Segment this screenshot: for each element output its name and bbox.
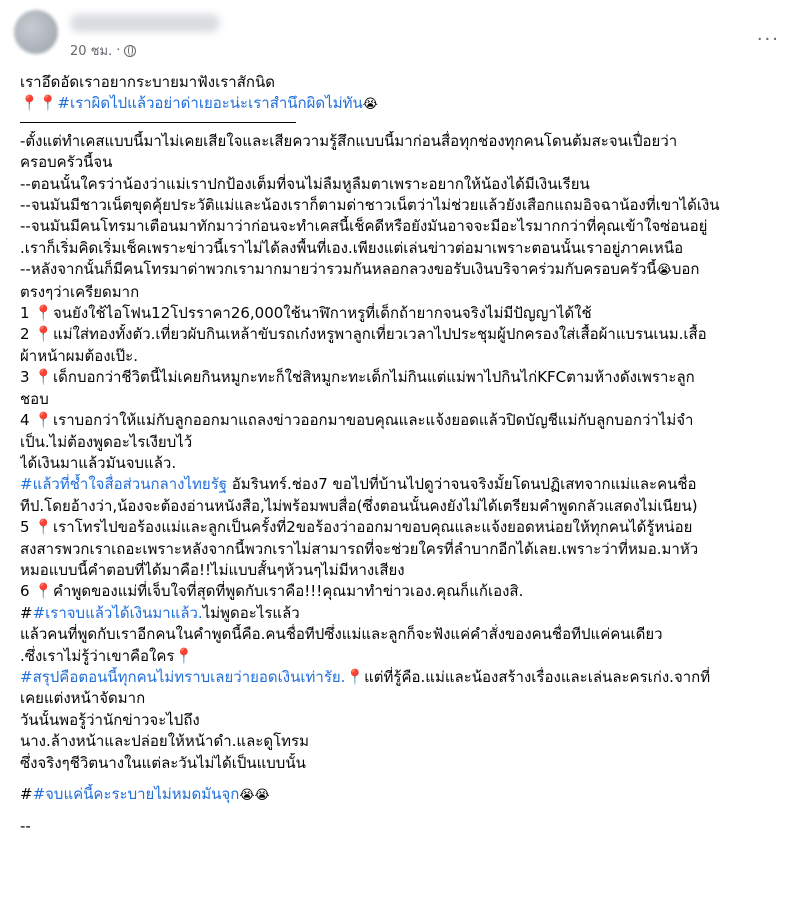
divider <box>20 122 296 123</box>
item-text: แม่ใส่ทองทั้งตัว.เที่ยวผับกินเหล้าขับรถเก๋งหรูพาลูกเที่ยวเวลาไปประชุมผู้ปกครองใส่เสื้อผ้าแบรนเนม.เสื้อ <box>53 325 707 344</box>
text-line <box>20 259 780 281</box>
item-text: จนยังใช้ไอโฟน12โปรราคา26,000ใช้นาฬิกาหรูที่เด็กถ้ายากจนจริงไม่มีปัญญาได้ใช้ <box>53 304 592 323</box>
text-line: ผ้าหน้าผมต้องเป๊ะ. <box>20 346 139 365</box>
text-line: --ตอนนั้นใครว่าน้องว่าแม่เราปกป้องเต็มที่จนไม่ลืมหูลืมตาเพราะอยากให้น้องได้มีเงินเรียน <box>20 174 590 193</box>
hashtag-link[interactable]: #แล้วที่ช้ำใจสื่อส่วนกลางไทยรัฐ <box>20 475 228 494</box>
text-span: แต่ที่รู้คือ.แม่และน้องสร้างเรื่องและเล่นละครเก่ง.จากที่ <box>364 667 711 686</box>
numbered-item <box>20 517 780 538</box>
pin-icon: 📍 <box>345 667 365 686</box>
item-text: เราโทรไปขอร้องแม่และลูกเป็นครั้งที่2ขอร้องว่าออกมาขอบคุณและแจ้งยอดหน่อยให้ทุกคนได้รู้หน่อย <box>53 518 693 537</box>
text-span: ไม่พูดอะไรแล้ว <box>202 603 300 622</box>
hashtag-link[interactable]: #เราจบแล้วได้เงินมาแล้ว. <box>32 603 203 622</box>
author-name-blurred[interactable] <box>70 14 220 32</box>
text-line <box>20 667 780 688</box>
post-time[interactable]: 20 ชม. <box>70 44 113 59</box>
numbered-item <box>20 410 780 431</box>
hashtag-link[interactable]: #จบแค่นี้คะระบายไม่หมดมันจุก <box>32 785 240 803</box>
hash-char: # <box>20 603 33 622</box>
text-line: หมอแบบนี้คำตอบที่ได้มาคือ!!ไม่แบบสั้นๆห้วนๆไม่มีหางเสียง <box>20 560 405 579</box>
meta-separator: · <box>116 43 121 58</box>
item-text: เราบอกว่าให้แม่กับลูกออกมาแถลงข่าวออกมาขอบคุณและแจ้งยอดแล้วปิดบัญชีแม่กับลูกบอกว่าไม่จำ <box>53 411 694 430</box>
text-line: นาง.ล้างหน้าและปล่อยให้หน้าดำ.และดูโทรม <box>20 732 309 751</box>
item-number: 2 <box>20 325 30 344</box>
text-line <box>20 474 780 495</box>
more-options-icon[interactable]: ... <box>756 24 780 45</box>
spacer <box>20 774 780 784</box>
crying-face-icon: 😭 <box>239 788 255 803</box>
numbered-item <box>20 367 780 388</box>
post-header <box>14 10 786 60</box>
globe-icon[interactable] <box>124 45 136 57</box>
text-line <box>20 603 780 624</box>
numbered-item <box>20 324 780 345</box>
text-span: บอก <box>671 260 700 279</box>
item-text: คำพูดของแม่ที่เจ็บใจที่สุดที่พูดกับเราคือ!!!คุณมาทำข่าวเอง.คุณก็แก้เองสิ. <box>53 582 524 601</box>
text-line: เคยแต่งหน้าจัดมาก <box>20 689 146 708</box>
avatar[interactable] <box>14 10 58 54</box>
hash-char: # <box>20 785 33 803</box>
item-number: 4 <box>20 411 30 430</box>
text-line: วันนั้นพอรู้ว่านักข่าวจะไปถึง <box>20 710 200 729</box>
crying-face-icon: 😭 <box>362 97 378 113</box>
text-line: .เราก็เริ่มคิดเริ่มเช็คเพราะข่าวนี้เราไม่ได้ลงพื้นที่เอง.เพียงแต่เล่นข่าวต่อมาเพราะตอนนั้นเราอยู่ภาคเหนือ <box>20 238 684 257</box>
pin-icon: 📍 <box>34 325 54 344</box>
text-line: ชอบ <box>20 389 49 408</box>
text-span: --หลังจากนั้นก็มีคนโทรมาด่าพวกเรามากมายว่ารวมกันหลอกลวงขอรับเงินบริจาคร่วมกับครอบครัวนี้ <box>20 260 657 279</box>
hashtag-link[interactable]: #เราผิดไปแล้วอย่าด่าเยอะน่ะเราสำนึกผิดไม่ทัน <box>57 94 363 113</box>
item-number: 3 <box>20 368 30 387</box>
text-line: ตรงๆว่าเครียดมาก <box>20 282 140 301</box>
pin-icon: 📍 <box>38 94 58 113</box>
text-line: ทีป.โดยอ้างว่า,น้องจะต้องอ่านหนังสือ,ไม่พร้อมพบสื่อ(ซึ่งตอนนั้นคงยังไม่ได้เตรียมคำพูดกลัวแสดงไม่เนียน) <box>20 496 698 515</box>
text-line: แล้วคนที่พูดกับเราอีกคนในคำพูดนี้คือ.คนชื่อทีปซึ่งแม่และลูกก็จะฟังแค่คำสั่งของคนชื่อทีปแค่คนเดียว <box>20 625 663 644</box>
text-line: --จนมันมีชาวเน็ตขุดคุ้ยประวัติแม่และน้องเราก็ตามด่าชาวเน็ตว่าไม่ช่วยแล้วยังเสือกแถมอิจฉาน้องที่เขาได้เงิน <box>20 196 720 215</box>
item-number: 6 <box>20 582 30 601</box>
post-body <box>20 72 780 838</box>
post-meta <box>70 40 136 61</box>
text-line: เราอึดอัดเราอยากระบายมาฟังเราสักนิด <box>20 73 275 91</box>
pin-icon: 📍 <box>34 411 54 430</box>
text-line: -- <box>20 817 31 836</box>
text-line <box>20 646 780 667</box>
crying-face-icon: 😭 <box>254 788 270 803</box>
pin-icon: 📍 <box>174 646 194 665</box>
text-line: เป็น.ไม่ต้องพูดอะไรเงียบไว้ <box>20 432 193 451</box>
pin-icon: 📍 <box>34 582 54 601</box>
hashtag-line <box>20 93 780 115</box>
text-line: ครอบครัวนี้จน <box>20 153 113 172</box>
pin-icon: 📍 <box>34 368 54 387</box>
numbered-item <box>20 581 780 602</box>
spacer <box>20 806 780 816</box>
text-line: สงสารพวกเราเถอะเพราะหลังจากนี้พวกเราไม่สามารถที่จะช่วยใครที่ลำบากอีกได้เลย.เพราะว่าที่หมอ.มาหัว <box>20 539 699 558</box>
text-line: ซึ่งจริงๆชีวิตนางในแต่ละวันไม่ได้เป็นแบบนั้น <box>20 753 306 772</box>
text-span: อัมรินทร์.ช่อง7 ขอไปที่บ้านไปดูว่าจนจริงมั้ยโดนปฏิเสทจากแม่และคนชื่อ <box>227 475 697 494</box>
text-line <box>20 784 780 806</box>
pin-icon: 📍 <box>20 94 39 113</box>
pin-icon: 📍 <box>34 304 54 323</box>
item-number: 1 <box>20 304 30 323</box>
pin-icon: 📍 <box>34 518 54 537</box>
item-text: เด็กบอกว่าชีวิตนี้ไม่เคยกินหมูกะทะก็ใช่สิหมูกะทะเด็กไม่กินแต่แม่พาไปกินไก่KFCตามห้างดังเพราะลูก <box>53 368 695 387</box>
hashtag-link[interactable]: #สรุปคือตอนนี้ทุกคนไม่ทราบเลยว่ายอดเงินเท่ารัย. <box>20 667 346 686</box>
text-span: .ซึ่งเราไม่รู้ว่าเขาคือใคร <box>20 646 175 665</box>
text-line: ได้เงินมาแล้วมันจบแล้ว. <box>20 453 177 472</box>
crying-face-icon: 😭 <box>656 263 672 279</box>
text-line: --จนมันมีคนโทรมาเตือนมาทักมาว่าก่อนจะทำเคสนี้เช็คดีหรือยังมันอาจจะมีอะไรมากกว่าที่คุณเข้าใจซ่อนอยู่ <box>20 217 708 236</box>
numbered-item <box>20 303 780 324</box>
text-line: -ตั้งแต่ทำเคสแบบนี้มาไม่เคยเสียใจและเสียความรู้สึกแบบนี้มาก่อนสื่อทุกช่องทุกคนโดนต้มสะจนเปื่อยว่า <box>20 131 678 150</box>
item-number: 5 <box>20 518 30 537</box>
